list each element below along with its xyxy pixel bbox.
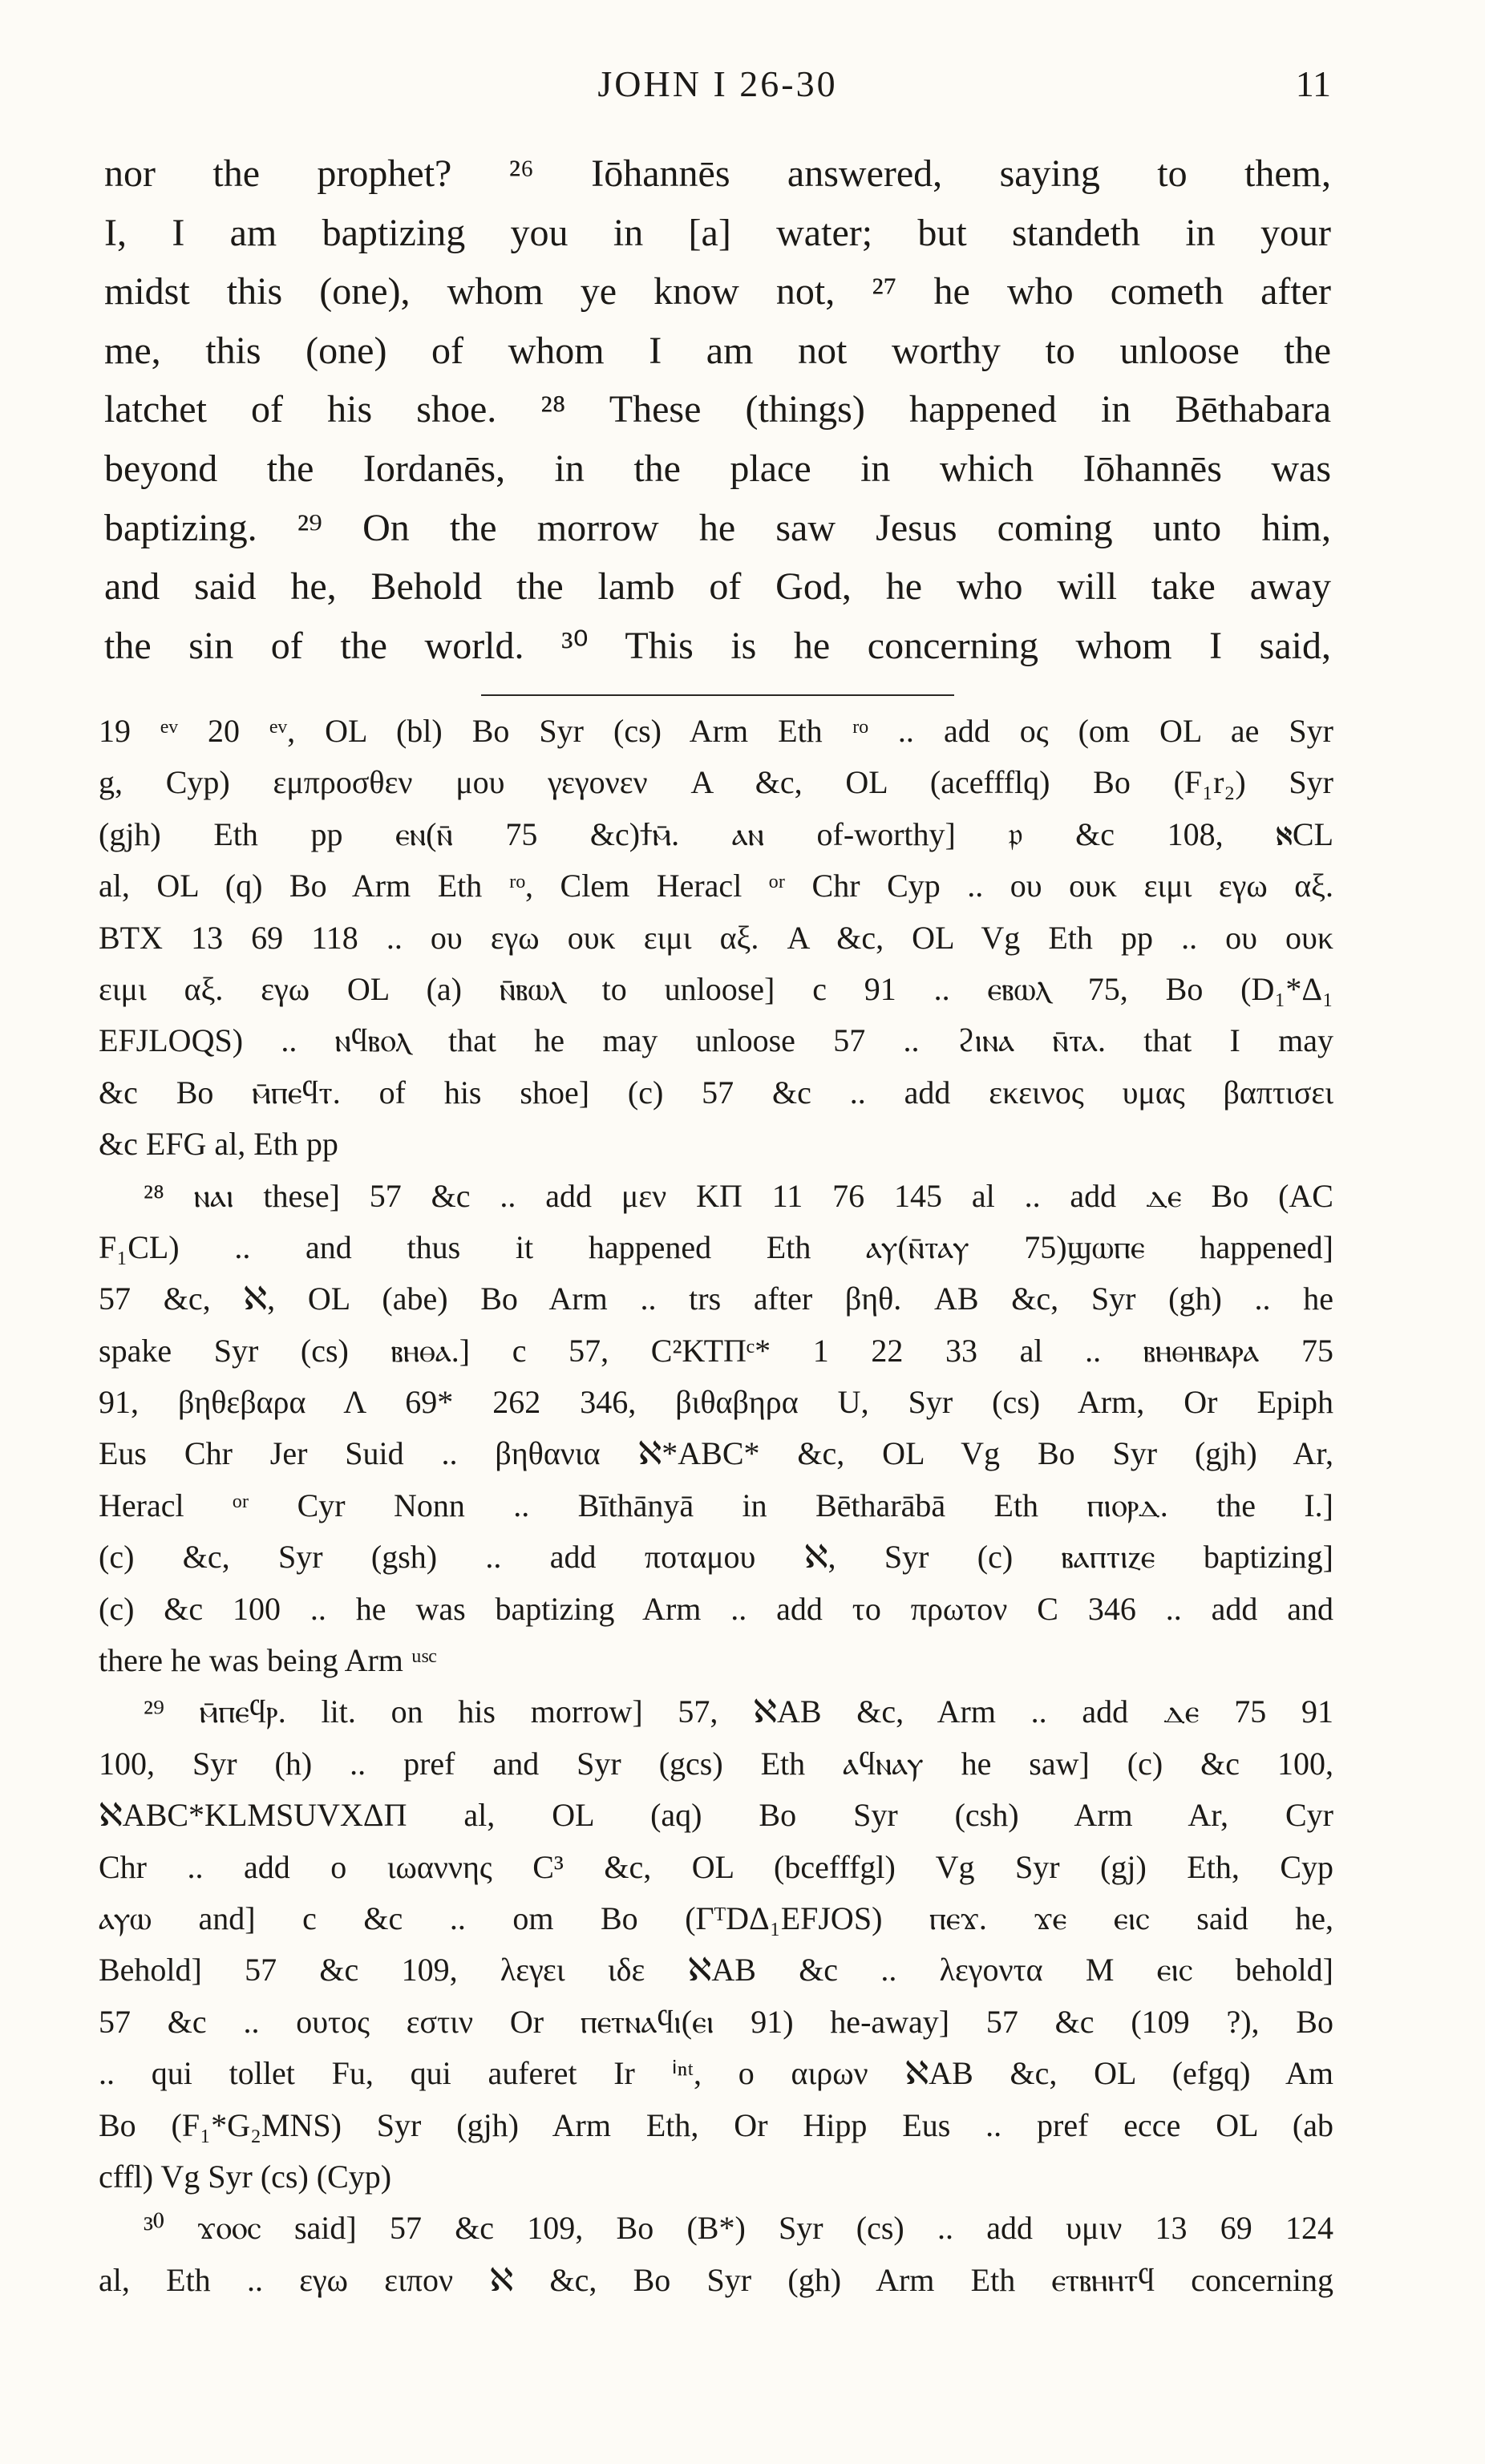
text-line: baptizing. ²⁹ On the morrow he saw Jesus coming unto him, [104, 506, 1331, 549]
text-line: beyond the Iordanēs, in the place in which Iōhannēs was [104, 447, 1331, 490]
note-line: &c Bo ⲙ̄ⲡⲉϥⲧ. of his shoe] (c) 57 &c .. add εκεινος υμας βαπτισει [99, 1074, 1333, 1111]
note-line: 91, βηθεβαρα Λ 69* 262 346, βιθαβηρα U, Syr (cs) Arm, Or Epiph [99, 1384, 1333, 1421]
note-line: ℵABC*KLMSUVXΔΠ al, OL (aq) Bo Syr (csh) Arm Ar, Cyr [99, 1797, 1333, 1834]
note-line: &c EFG al, Eth pp [99, 1126, 338, 1163]
note-line: (c) &c 100 .. he was baptizing Arm .. add το πρωτον C 346 .. add and [99, 1590, 1333, 1627]
main-text [104, 144, 1331, 675]
text-line: I, I am baptizing you in [a] water; but standeth in your [104, 211, 1331, 254]
note-line: 57 &c .. ουτος εστιν Or ⲡⲉⲧⲛⲁϥⲓ(ⲉⲓ 91) he-away] 57 &c (109 ?), Bo [99, 2003, 1333, 2040]
note-line: g, Cyp) εμπροσθεν μου γεγονεν A &c, OL (aceffflq) Bo (F₁r₂) Syr [99, 764, 1333, 801]
note-line: cffl) Vg Syr (cs) (Cyp) [99, 2158, 392, 2195]
note-line: spake Syr (cs) ⲃⲏⲑⲁ.] c 57, C²ΚΤΠᶜ* 1 22 33 al .. ⲃⲏⲑⲏⲃⲁⲣⲁ 75 [99, 1332, 1333, 1369]
note-line: ²⁸ ⲛⲁⲓ these] 57 &c .. add μεν ΚΠ 11 76 145 al .. add ⲇⲉ Bo (AC [144, 1177, 1333, 1214]
note-line: 57 &c, ℵ, OL (abe) Bo Arm .. trs after βηθ. AB &c, Syr (gh) .. he [99, 1281, 1333, 1317]
note-line: .. qui tollet Fu, qui auferet Ir ⁱⁿᵗ, ο αιρων ℵAB &c, OL (efgq) Am [99, 2055, 1333, 2092]
note-line: Behold] 57 &c 109, λεγει ιδε ℵAB &c .. λεγοντα M ⲉⲓⲥ behold] [99, 1952, 1333, 1989]
note-line: (gjh) Eth pp ⲉⲛ(ⲛ̄ 75 &c)ϯⲙ̄. ⲁⲛ of-worthy] 𝔭 &c 108, ℵCL [99, 815, 1333, 852]
note-line: al, OL (q) Bo Arm Eth ʳᵒ, Clem Heracl ᵒʳ Chr Cyp .. ου ουκ ειμι εγω αξ. [99, 868, 1333, 904]
note-line: F₁CL) .. and thus it happened Eth ⲁⲩ(ⲛ̄ⲧⲁⲩ 75)ϣⲱⲡⲉ happened] [99, 1228, 1333, 1265]
note-line: ²⁹ ⲙ̄ⲡⲉϥⲣ. lit. on his morrow] 57, ℵAB &c, Arm .. add ⲇⲉ 75 91 [144, 1693, 1333, 1730]
note-line: BTX 13 69 118 .. ου εγω ουκ ειμι αξ. A &c, OL Vg Eth pp .. ου ουκ [99, 919, 1333, 956]
running-title: JOHN I 26-30 [597, 63, 838, 104]
note-line: EFJLOQS) .. ⲛϥⲃⲟⲗ that he may unloose 57 .. ϩⲓⲛⲁ ⲛ̄ⲧⲁ. that I may [99, 1022, 1333, 1059]
note-line: ⲁⲩⲱ and] c &c .. om Bo (ΓᵀDΔ₁EFJOS) ⲡⲉϫ. ϫⲉ ⲉⲓⲥ said he, [99, 1900, 1333, 1936]
note-line: ειμι αξ. εγω OL (a) ⲛ̄ⲃⲱⲗ to unloose] c 91 .. ⲉⲃⲱⲗ 75, Bo (D₁*Δ₁ [99, 970, 1333, 1007]
note-line: Chr .. add ο ιωαννης C³ &c, OL (bcefffgl) Vg Syr (gj) Eth, Cyp [99, 1848, 1333, 1885]
note-line: (c) &c, Syr (gsh) .. add ποταμου ℵ, Syr (c) ⲃⲁⲡⲧⲓⲍⲉ baptizing] [99, 1539, 1333, 1576]
text-line: the sin of the world. ³⁰ This is he concerning whom I said, [104, 624, 1331, 667]
text-line: midst this (one), whom ye know not, ²⁷ he who cometh after [104, 270, 1331, 314]
page-number: 11 [1295, 63, 1331, 104]
note-line: Bo (F₁*G₂MNS) Syr (gjh) Arm Eth, Or Hipp Eus .. pref ecce OL (ab [99, 2106, 1333, 2143]
note-line: al, Eth .. εγω ειπον ℵ &c, Bo Syr (gh) Arm Eth ⲉⲧⲃⲏⲏⲧϥ concerning [99, 2261, 1333, 2298]
note-line: there he was being Arm ᵘˢᶜ [99, 1642, 437, 1679]
text-line: and said he, Behold the lamb of God, he who will take away [104, 565, 1331, 609]
note-line: Eus Chr Jer Suid .. βηθανια ℵ*ABC* &c, OL Vg Bo Syr (gjh) Ar, [99, 1435, 1333, 1472]
text-line: me, this (one) of whom I am not worthy to unloose the [104, 329, 1331, 372]
note-line: 100, Syr (h) .. pref and Syr (gcs) Eth ⲁϥⲛⲁⲩ he saw] (c) &c 100, [99, 1745, 1333, 1782]
text-line: latchet of his shoe. ²⁸ These (things) happened in Bēthabara [104, 388, 1331, 431]
note-line: Heracl ᵒʳ Cyr Nonn .. Bīthānyā in Bētharābā Eth ⲡⲓⲟⲣⲇ. the I.] [99, 1487, 1333, 1523]
note-line: 19 ᵉᵛ 20 ᵉᵛ, OL (bl) Bo Syr (cs) Arm Eth ʳᵒ .. add ος (om OL ae Syr [99, 713, 1333, 749]
apparatus-notes [99, 706, 1333, 2306]
footnote-divider [481, 694, 954, 696]
running-head [104, 63, 1331, 119]
text-line: nor the prophet? ²⁶ Iōhannēs answered, saying to them, [104, 152, 1331, 195]
note-line: ³⁰ ϫⲟⲟⲥ said] 57 &c 109, Bo (B*) Syr (cs) .. add υμιν 13 69 124 [144, 2210, 1333, 2247]
